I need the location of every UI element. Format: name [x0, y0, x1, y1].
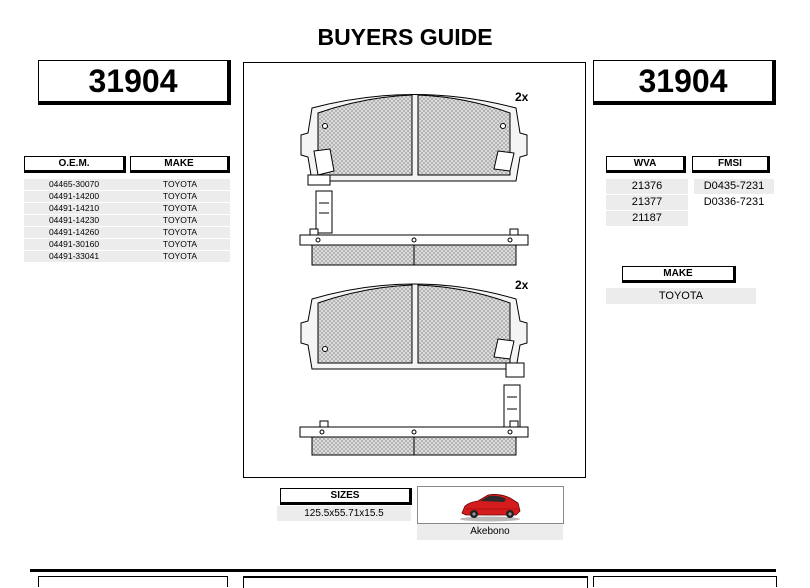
oem-number: 04491-33041	[48, 251, 100, 261]
table-row	[24, 191, 230, 202]
wva-value: 21376	[606, 179, 688, 194]
oem-number: 04491-30160	[48, 239, 100, 249]
brand-label: Akebono	[417, 524, 563, 540]
oem-make: TOYOTA	[162, 179, 198, 189]
fmsi-value: D0435-7231	[694, 179, 774, 194]
table-row	[24, 215, 230, 226]
next-section-box-right	[593, 576, 777, 587]
next-section-box-center	[243, 576, 588, 588]
make-header: MAKE	[130, 156, 230, 173]
table-row	[24, 239, 230, 250]
sizes-header: SIZES	[280, 488, 412, 505]
pad-bottom-side	[300, 421, 528, 455]
oem-number: 04465-30070	[48, 179, 100, 189]
fmsi-value: D0336-7231	[694, 195, 774, 210]
wear-indicator-top	[316, 191, 332, 233]
make-right-value: TOYOTA	[606, 288, 756, 304]
brake-pad-diagram	[244, 63, 584, 476]
oem-header: O.E.M.	[24, 156, 126, 173]
oem-make: TOYOTA	[162, 227, 198, 237]
oem-make: TOYOTA	[162, 215, 198, 225]
car-image-box	[417, 486, 564, 524]
brake-pad-drawing	[243, 62, 586, 478]
next-section-box-left	[38, 576, 228, 587]
fmsi-list	[694, 179, 774, 211]
sizes-value: 125.5x55.71x15.5	[277, 506, 411, 521]
page-title: BUYERS GUIDE	[317, 24, 493, 50]
make-right-header: MAKE	[622, 266, 736, 283]
pad-top-side	[300, 229, 528, 265]
oem-number: 04491-14210	[48, 203, 100, 213]
part-number-left: 31904	[38, 60, 231, 105]
oem-make: TOYOTA	[162, 191, 198, 201]
pad-top-front	[301, 95, 527, 186]
oem-number: 04491-14230	[48, 215, 100, 225]
qty-label-top: 2x	[515, 90, 529, 104]
table-row	[24, 179, 230, 190]
section-divider	[30, 569, 776, 572]
wva-value: 21377	[606, 195, 688, 210]
qty-label-bottom: 2x	[515, 278, 529, 292]
fmsi-header: FMSI	[692, 156, 770, 173]
wva-list	[606, 179, 688, 227]
oem-number: 04491-14200	[48, 191, 100, 201]
pad-bottom-front	[301, 284, 527, 377]
oem-make: TOYOTA	[162, 203, 198, 213]
oem-make: TOYOTA	[162, 239, 198, 249]
oem-number: 04491-14260	[48, 227, 100, 237]
car-icon	[418, 487, 563, 523]
table-row	[24, 251, 230, 262]
wva-header: WVA	[606, 156, 686, 173]
wva-value: 21187	[606, 211, 688, 226]
oem-make: TOYOTA	[162, 251, 198, 261]
table-row	[24, 227, 230, 238]
table-row	[24, 203, 230, 214]
part-number-right: 31904	[593, 60, 776, 105]
